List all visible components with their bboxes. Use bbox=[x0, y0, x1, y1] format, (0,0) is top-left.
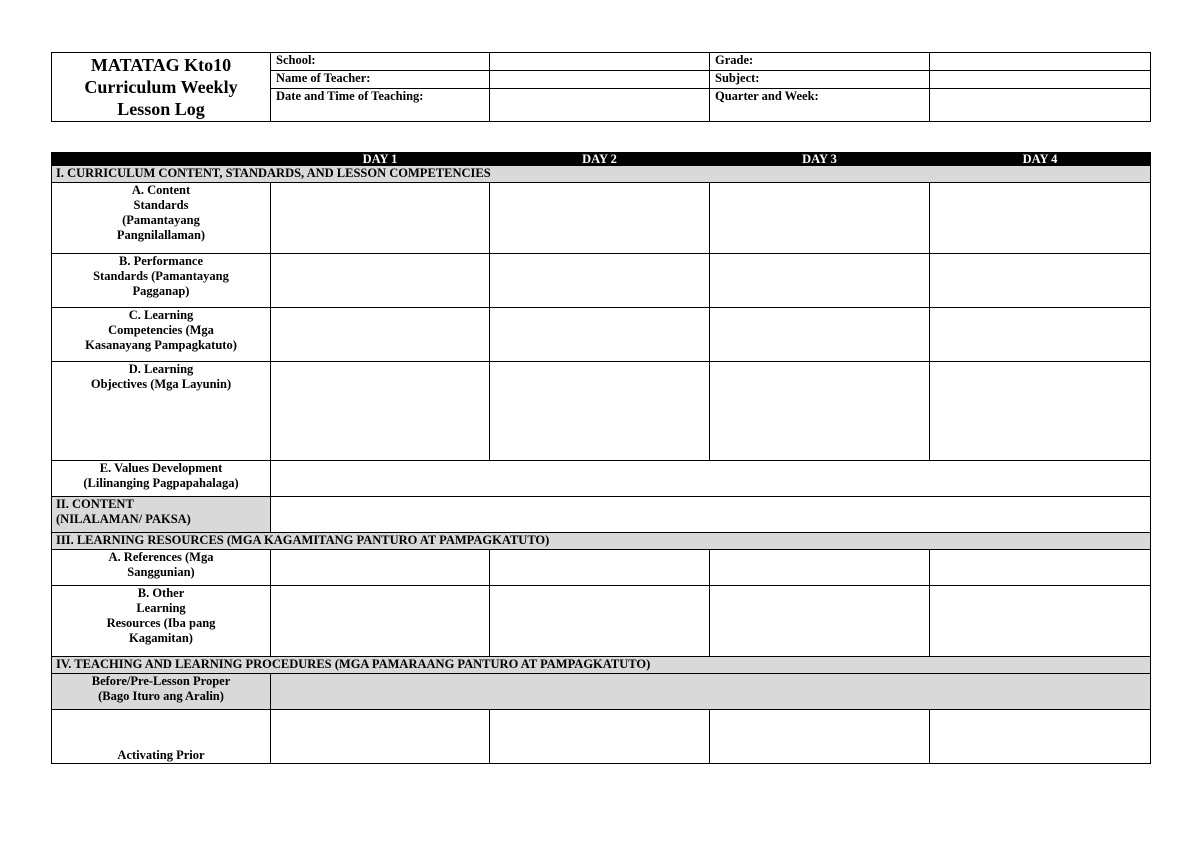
day-4-cell[interactable] bbox=[930, 710, 1151, 764]
day-3-cell[interactable] bbox=[710, 183, 930, 254]
values-development-cell[interactable] bbox=[271, 461, 1151, 497]
label-line: (Bago Ituro ang Aralin) bbox=[98, 689, 224, 703]
day-header-blank bbox=[52, 153, 271, 166]
day-2-cell[interactable] bbox=[490, 550, 710, 586]
label-line: Resources (Iba pang bbox=[106, 616, 216, 630]
log-title-line: MATATAG Kto10 bbox=[90, 55, 232, 75]
day-1-cell[interactable] bbox=[271, 550, 490, 586]
before-lesson-row bbox=[52, 674, 1151, 710]
day-4-cell[interactable] bbox=[930, 550, 1151, 586]
label-line: Standards (Pamantayang bbox=[93, 269, 229, 283]
label-line: B. Performance bbox=[119, 254, 203, 268]
log-title-line: Curriculum Weekly bbox=[84, 77, 238, 97]
activating-prior-row bbox=[52, 710, 1151, 764]
quarter-field[interactable] bbox=[930, 88, 1151, 121]
day-1-cell[interactable] bbox=[271, 308, 490, 362]
references-label bbox=[52, 550, 271, 586]
label-line: Before/Pre-Lesson Proper bbox=[91, 674, 231, 688]
label-line: (NILALAMAN/ PAKSA) bbox=[56, 512, 191, 526]
section-row bbox=[52, 166, 1151, 183]
section-curriculum-content: I. CURRICULUM CONTENT, STANDARDS, AND LESSON COMPETENCIES bbox=[52, 166, 1151, 183]
day-3-cell[interactable] bbox=[710, 254, 930, 308]
values-development-row bbox=[52, 461, 1151, 497]
day-4-header: DAY 4 bbox=[930, 153, 1151, 166]
log-title bbox=[52, 53, 271, 122]
label-line: Pangnilallaman) bbox=[116, 228, 206, 242]
label-line: D. Learning bbox=[128, 362, 194, 376]
log-title-line: Lesson Log bbox=[117, 99, 205, 119]
learning-objectives-label bbox=[52, 362, 271, 461]
day-2-cell[interactable] bbox=[490, 183, 710, 254]
day-2-cell[interactable] bbox=[490, 362, 710, 461]
label-line: E. Values Development bbox=[99, 461, 223, 475]
content-standards-label bbox=[52, 183, 271, 254]
values-development-label bbox=[52, 461, 271, 497]
teacher-field[interactable] bbox=[490, 70, 710, 88]
references-row bbox=[52, 550, 1151, 586]
subject-label: Subject: bbox=[710, 70, 930, 88]
day-2-cell[interactable] bbox=[490, 710, 710, 764]
datetime-label: Date and Time of Teaching: bbox=[271, 88, 490, 121]
day-3-header: DAY 3 bbox=[710, 153, 930, 166]
day-2-cell[interactable] bbox=[490, 308, 710, 362]
label-line: A. Content bbox=[131, 183, 191, 197]
label-line: Pagganap) bbox=[132, 284, 190, 298]
label-line: II. CONTENT bbox=[56, 497, 134, 511]
learning-competencies-row bbox=[52, 308, 1151, 362]
content-cell[interactable] bbox=[271, 497, 1151, 533]
day-4-cell[interactable] bbox=[930, 308, 1151, 362]
day-4-cell[interactable] bbox=[930, 254, 1151, 308]
day-1-cell[interactable] bbox=[271, 183, 490, 254]
grade-field[interactable] bbox=[930, 53, 1151, 71]
content-standards-row bbox=[52, 183, 1151, 254]
performance-standards-label bbox=[52, 254, 271, 308]
learning-competencies-label bbox=[52, 308, 271, 362]
label-line: A. References (Mga bbox=[108, 550, 214, 564]
day-3-cell[interactable] bbox=[710, 550, 930, 586]
before-lesson-cell[interactable] bbox=[271, 674, 1151, 710]
day-4-cell[interactable] bbox=[930, 183, 1151, 254]
day-3-cell[interactable] bbox=[710, 362, 930, 461]
school-field[interactable] bbox=[490, 53, 710, 71]
label-line: (Lilinanging Pagpapahalaga) bbox=[83, 476, 239, 490]
section-row bbox=[52, 533, 1151, 550]
other-resources-row bbox=[52, 586, 1151, 657]
grade-label: Grade: bbox=[710, 53, 930, 71]
label-line: Objectives (Mga Layunin) bbox=[90, 377, 232, 391]
activating-prior-label: Activating Prior bbox=[52, 710, 271, 764]
day-1-cell[interactable] bbox=[271, 254, 490, 308]
label-line: Learning bbox=[136, 601, 186, 615]
teacher-label: Name of Teacher: bbox=[271, 70, 490, 88]
day-1-header: DAY 1 bbox=[271, 153, 490, 166]
label-line: B. Other bbox=[137, 586, 185, 600]
label-line: Competencies (Mga bbox=[108, 323, 214, 337]
label-line: Kasanayang Pampagkatuto) bbox=[85, 338, 237, 352]
day-3-cell[interactable] bbox=[710, 710, 930, 764]
day-3-cell[interactable] bbox=[710, 308, 930, 362]
lesson-log-table bbox=[51, 152, 1151, 764]
day-1-cell[interactable] bbox=[271, 586, 490, 657]
day-1-cell[interactable] bbox=[271, 710, 490, 764]
day-header-row bbox=[52, 153, 1151, 166]
label-line: C. Learning bbox=[128, 308, 194, 322]
section-row bbox=[52, 657, 1151, 674]
content-label bbox=[52, 497, 271, 533]
label-line: (Pamantayang bbox=[122, 213, 200, 227]
day-2-header: DAY 2 bbox=[490, 153, 710, 166]
day-4-cell[interactable] bbox=[930, 362, 1151, 461]
label-line: Sanggunian) bbox=[127, 565, 195, 579]
before-lesson-label bbox=[52, 674, 271, 710]
day-3-cell[interactable] bbox=[710, 586, 930, 657]
quarter-label: Quarter and Week: bbox=[710, 88, 930, 121]
content-row bbox=[52, 497, 1151, 533]
section-learning-resources: III. LEARNING RESOURCES (MGA KAGAMITANG PANTURO AT PAMPAGKATUTO) bbox=[52, 533, 1151, 550]
label-line: Kagamitan) bbox=[129, 631, 193, 645]
label-line: Standards bbox=[133, 198, 189, 212]
learning-objectives-row bbox=[52, 362, 1151, 461]
performance-standards-row bbox=[52, 254, 1151, 308]
day-2-cell[interactable] bbox=[490, 586, 710, 657]
section-teaching-procedures: IV. TEACHING AND LEARNING PROCEDURES (MGA PAMARAANG PANTURO AT PAMPAGKATUTO) bbox=[52, 657, 1151, 674]
day-1-cell[interactable] bbox=[271, 362, 490, 461]
school-label: School: bbox=[271, 53, 490, 71]
day-4-cell[interactable] bbox=[930, 586, 1151, 657]
header-table bbox=[51, 52, 1151, 122]
other-resources-label bbox=[52, 586, 271, 657]
subject-field[interactable] bbox=[930, 70, 1151, 88]
day-2-cell[interactable] bbox=[490, 254, 710, 308]
datetime-field[interactable] bbox=[490, 88, 710, 121]
